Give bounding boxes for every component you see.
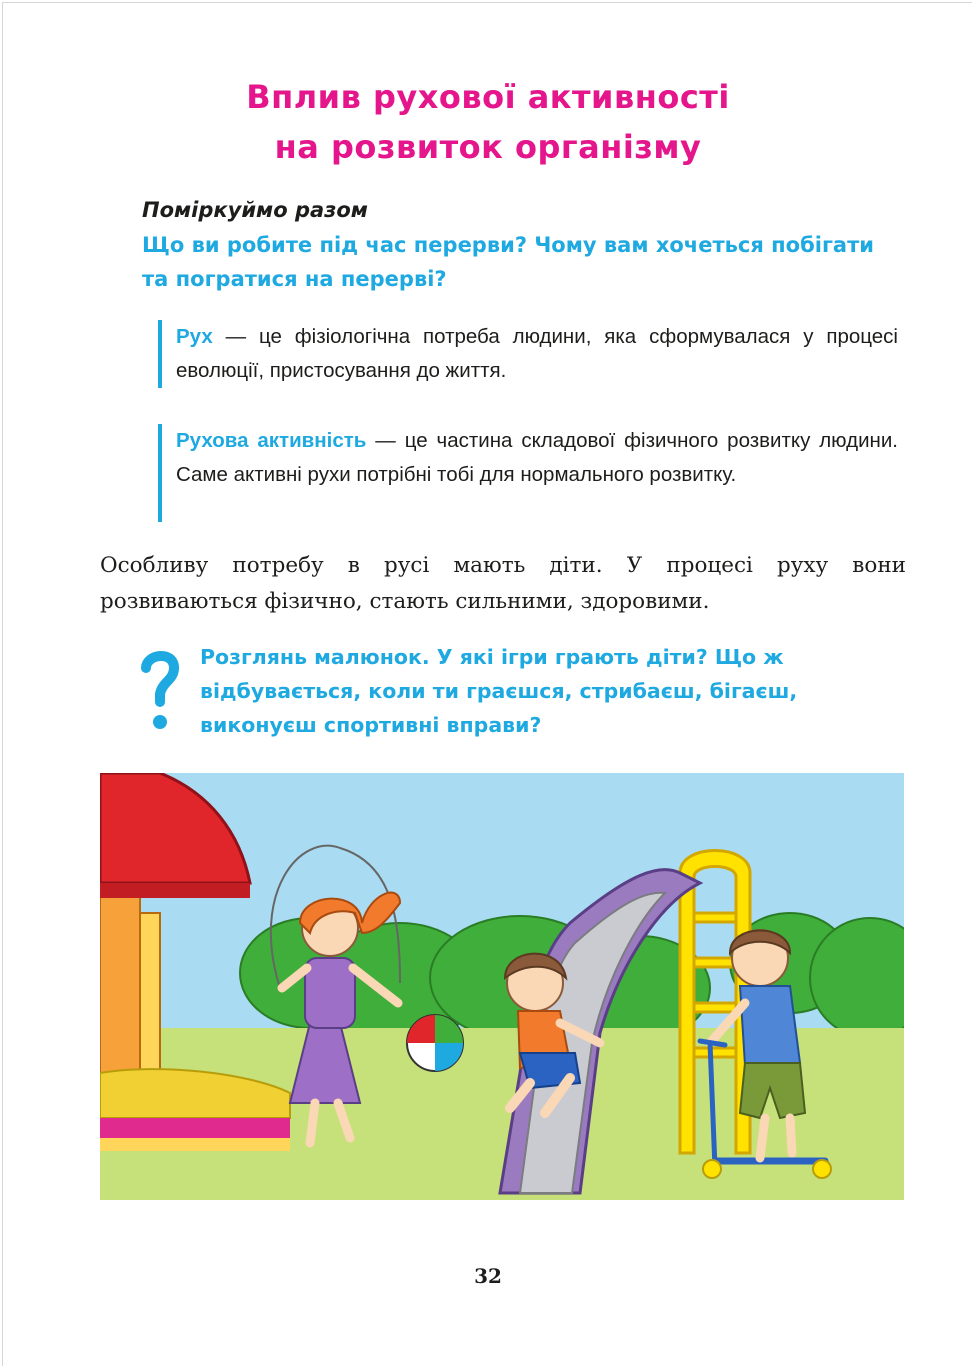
page-number: 32 xyxy=(474,1264,502,1288)
definition-motor-activity xyxy=(158,424,898,522)
page-title xyxy=(0,72,976,172)
look-question: Розглянь малюнок. У які ігри грають діти? Що ж відбувається, коли ти граєшся, стрибаєш, бігаєш, виконуєш спортивні вправи? xyxy=(200,645,798,737)
title-line-1: Вплив рухової активності xyxy=(246,78,730,116)
ball xyxy=(407,1015,463,1071)
title-line-2: на розвиток організму xyxy=(274,128,702,166)
playground-illustration xyxy=(100,773,904,1200)
definition-text: — це частина складової фізичного розвитку людини. Саме активні рухи потрібні тобі для нормального розвитку. xyxy=(176,429,898,486)
definition-movement xyxy=(158,320,898,388)
definition-term: Рухова активність xyxy=(176,429,367,452)
definition-text: — це фізіологічна потреба людини, яка сформувалася у процесі еволюції, пристосування до життя. xyxy=(176,325,898,382)
reflect-heading: Поміркуймо разом xyxy=(142,198,368,222)
definition-term: Рух xyxy=(176,325,213,348)
reflect-question: Що ви робите під час перерви? Чому вам хочеться побігати та погратися на перерві? xyxy=(142,233,874,291)
body-paragraph: Особливу потребу в русі мають діти. У процесі руху вони розвиваються фізично, стають сильними, здоровими. xyxy=(100,553,906,614)
question-mark-icon xyxy=(140,648,180,732)
